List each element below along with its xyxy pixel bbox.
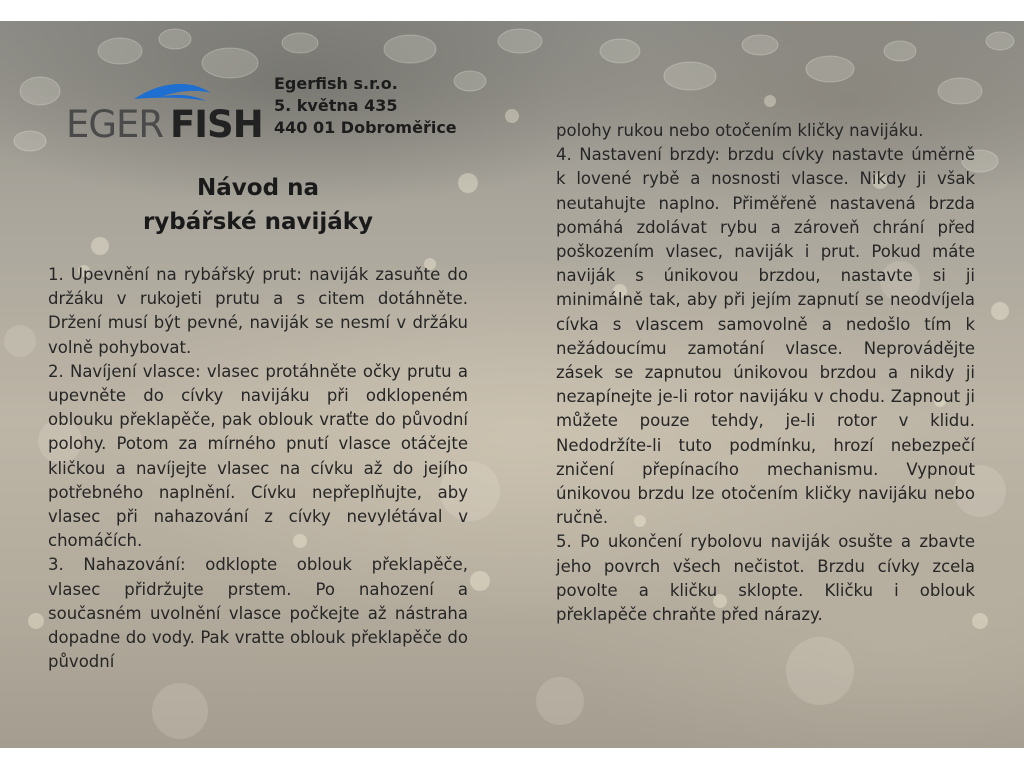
slide-background xyxy=(0,21,1024,748)
paragraph-casting: 3. Nahazování: odklopte oblouk překlapěče, vlasec přidržujte prstem. Po nahození a současném uvolnění vlasce počkejte až nástraha dopadne do vody. Pak vratte oblouk překlapěče do původní xyxy=(48,555,468,672)
egerfish-logo xyxy=(66,71,266,141)
document-title xyxy=(108,171,408,239)
svg-text:EGER: EGER xyxy=(66,103,164,141)
svg-text:FISH: FISH xyxy=(170,103,263,141)
company-city: 440 01 Dobroměřice xyxy=(274,118,457,137)
title-line-2: rybářské navijáky xyxy=(142,209,374,235)
company-street: 5. května 435 xyxy=(274,96,398,115)
paragraph-casting-continued: polohy rukou nebo otočením kličky navijáku. xyxy=(556,121,924,140)
company-address xyxy=(274,73,457,139)
title-line-1: Návod na xyxy=(197,175,319,201)
left-text-column xyxy=(48,263,468,674)
paragraph-drag-setting: 4. Nastavení brzdy: brzdu cívky nastavte úměrně k lovené rybě a nosnosti vlasce. Nikdy ji však neutahujte naplno. Přiměřeně nastavená brzda pomáhá zdolávat rybu a zároveň chrání před poškozením vlasec, naviják i prut. Pokud máte naviják s únikovou brzdou, nastavte si ji minimálně tak, aby při jejím zapnutí se neodvíjela cívka s vlascem samovolně a nedošlo tím k nežádoucímu zamotání vlasce. Neprovádějte zásek se zapnutou únikovou brzdou a nikdy ji nezapínejte je-li rotor navijáku v chodu. Zapnout ji můžete pouze tehdy, je-li rotor v klidu. Nedodržíte-li tuto podmínku, hrozí nebezpečí zničení přepínacího mechanismu. Vypnout únikovou brzdu lze otočením kličky navijáku nebo ručně. xyxy=(556,145,975,528)
right-text-column xyxy=(556,119,975,627)
paragraph-maintenance: 5. Po ukončení rybolovu naviják osušte a zbavte jeho povrch všech nečistot. Brzdu cívky zcela povolte a kličku sklopte. Kličku i oblouk překlapěče chraňte před nárazy. xyxy=(556,532,975,625)
company-name: Egerfish s.r.o. xyxy=(274,74,398,93)
paragraph-mounting: 1. Upevnění na rybářský prut: naviják zasuňte do držáku v rukojeti prutu a s citem dotáhněte. Držení musí být pevné, naviják se nesmí v držáku volně pohybovat. xyxy=(48,265,468,357)
paragraph-winding: 2. Navíjení vlasce: vlasec protáhněte očky prutu a upevněte do cívky navijáku při odklopeném oblouku překlapěče, pak oblouk vraťte do původní polohy. Potom za mírného pnutí vlasce otáčejte kličkou a navíjejte vlasec na cívku až do jejího potřebného naplnění. Cívku nepřeplňujte, aby vlasec při nahazování z cívky nevylétával v chomáčích. xyxy=(48,361,468,551)
